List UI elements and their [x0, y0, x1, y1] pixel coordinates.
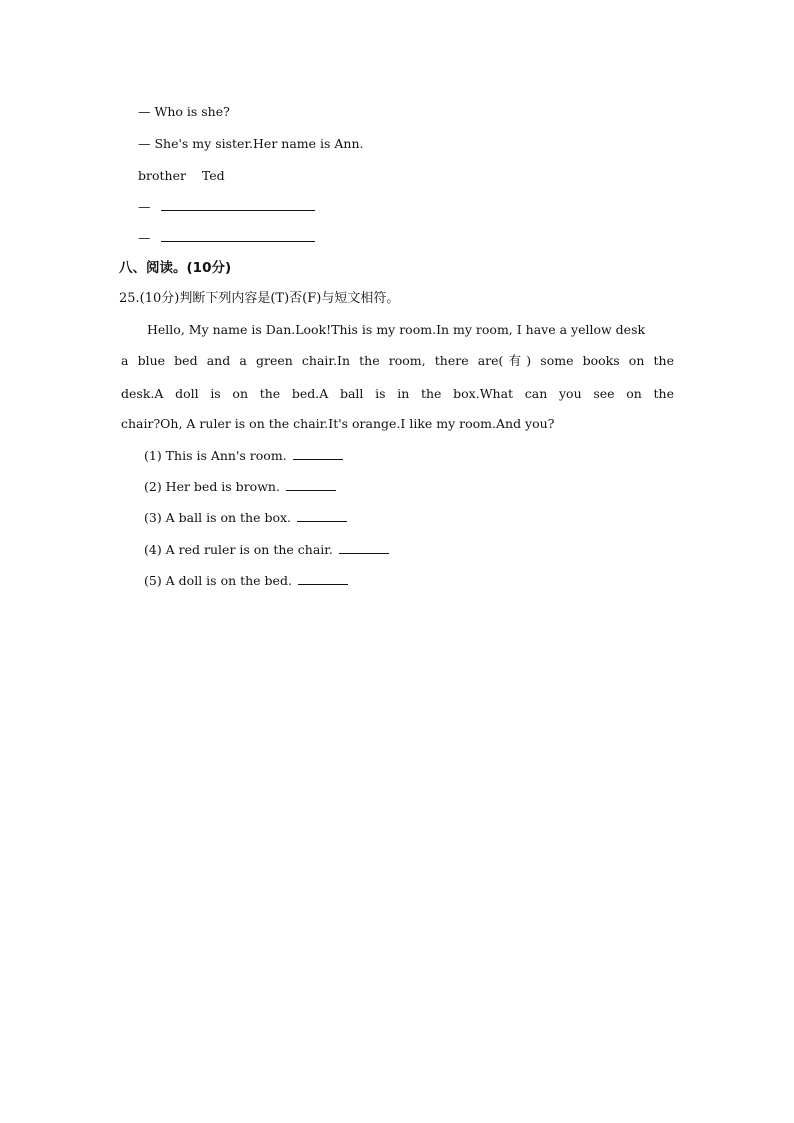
dialogue-answer-row-1: [138, 198, 315, 215]
answer-blank[interactable]: [161, 229, 315, 242]
item-blank[interactable]: [297, 509, 347, 522]
section-heading: 八、阅读。(10分): [119, 260, 232, 276]
item-row-1: [144, 447, 343, 464]
passage-line-3: desk.A doll is on the bed.A ball is in the box.What can you see on the: [121, 386, 674, 401]
item-text: (2) Her bed is brown.: [144, 479, 280, 494]
dialogue-answer-row-2: [138, 229, 315, 246]
item-text: (4) A red ruler is on the chair.: [144, 542, 333, 557]
passage-line-2: a blue bed and a green chair.In the room, there are(有) some books on the: [121, 353, 674, 368]
item-row-4: [144, 541, 389, 558]
question-title: 25.(10分)判断下列内容是(T)否(F)与短文相符。: [119, 291, 400, 306]
item-row-2: [144, 478, 336, 495]
item-blank[interactable]: [293, 447, 343, 460]
passage-line-1: Hello, My name is Dan.Look!This is my room.In my room, I have a yellow desk: [147, 322, 646, 337]
dialogue-word-hints: brother Ted: [138, 168, 225, 183]
dialogue-question-line: — Who is she?: [138, 104, 230, 119]
item-text: (3) A ball is on the box.: [144, 510, 292, 525]
answer-blank[interactable]: [161, 198, 315, 211]
item-blank[interactable]: [298, 572, 348, 585]
item-text: (1) This is Ann's room.: [144, 448, 287, 463]
item-row-5: [144, 572, 348, 589]
dash-mark: —: [138, 199, 151, 214]
item-text: (5) A doll is on the bed.: [144, 573, 292, 588]
item-blank[interactable]: [286, 478, 336, 491]
passage-line-4: chair?Oh, A ruler is on the chair.It's orange.I like my room.And you?: [121, 416, 555, 431]
item-row-3: [144, 509, 347, 526]
item-blank[interactable]: [339, 541, 389, 554]
dash-mark: —: [138, 230, 151, 245]
dialogue-answer-line: — She's my sister.Her name is Ann.: [138, 136, 364, 151]
